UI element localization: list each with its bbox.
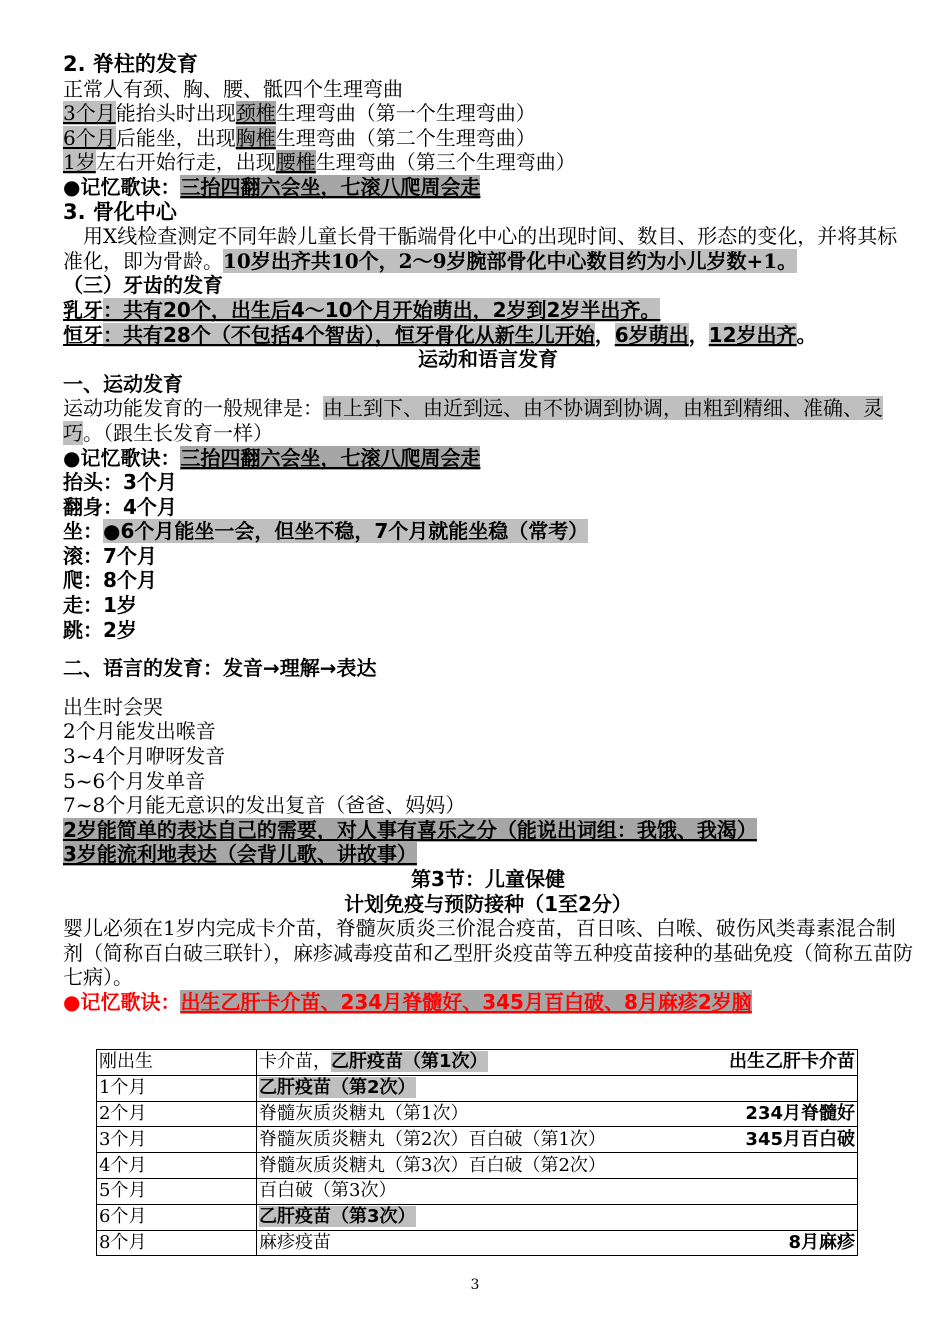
table-row xyxy=(97,1101,858,1127)
mnemonic-note: 出生乙肝卡介苗 xyxy=(729,1051,855,1073)
motor-language-title: 运动和语言发育 xyxy=(418,347,558,372)
spine-line-3: 1岁左右开始行走，出现腰椎生理弯曲（第三个生理弯曲） xyxy=(63,150,576,175)
section3-title: 第3节：儿童保健 xyxy=(411,867,565,891)
motor-heading: 一、运动发育 xyxy=(63,371,183,396)
vaccine-text: 脊髓灰质炎糖丸（第2次）百白破（第1次） xyxy=(259,1128,606,1150)
mnemonic-note: 345月百白破 xyxy=(745,1128,855,1150)
language-item: 3~4个月咿呀发音 xyxy=(63,744,226,769)
vaccine-cell xyxy=(257,1101,858,1127)
mnemonic-note: 234月脊髓好 xyxy=(745,1102,855,1124)
language-highlight-2: 3岁能流利地表达（会背儿歌、讲故事） xyxy=(63,842,417,867)
table-row xyxy=(97,1127,858,1153)
vaccination-schedule-table xyxy=(96,1049,858,1256)
age-cell: 5个月 xyxy=(97,1178,257,1204)
vaccine-cell xyxy=(257,1050,858,1076)
milestone-turn: 翻身：4个月 xyxy=(63,494,177,519)
spine-line-1: 3个月能抬头时出现颈椎生理弯曲（第一个生理弯曲） xyxy=(63,101,536,126)
milestone-head: 抬头：3个月 xyxy=(63,470,177,495)
vaccine-cell xyxy=(257,1230,858,1256)
age-cell: 4个月 xyxy=(97,1153,257,1179)
language-item: 出生时会哭 xyxy=(63,694,163,719)
page-content xyxy=(63,52,913,1015)
vaccine-cell xyxy=(257,1178,858,1204)
vaccine-highlight: 乙肝疫苗（第2次） xyxy=(259,1077,416,1099)
spine-intro: 正常人有颈、胸、腰、骶四个生理弯曲 xyxy=(63,76,403,101)
table-row xyxy=(97,1230,858,1256)
age-cell: 6个月 xyxy=(97,1204,257,1230)
immunization-mnemonic: ●记忆歌诀：出生乙肝卡介苗、234月脊髓好、345月百白破、8月麻疹2岁脑 xyxy=(63,989,752,1014)
table-row xyxy=(97,1050,858,1076)
vaccine-cell xyxy=(257,1153,858,1179)
ossification-heading: 3. 骨化中心 xyxy=(63,199,177,224)
milk-teeth-line: 乳牙：共有20个，出生后4～10个月开始萌出，2岁到2岁半出齐。 xyxy=(63,297,661,322)
table-row xyxy=(97,1178,858,1204)
age-cell: 1个月 xyxy=(97,1075,257,1101)
vaccine-highlight: 乙肝疫苗（第1次） xyxy=(331,1051,488,1073)
vaccine-text: 麻疹疫苗 xyxy=(259,1231,331,1253)
section3-subtitle: 计划免疫与预防接种（1至2分） xyxy=(344,891,632,916)
spine-line-2: 6个月后能坐，出现胸椎生理弯曲（第二个生理弯曲） xyxy=(63,125,536,150)
age-cell: 2个月 xyxy=(97,1101,257,1127)
milestone-jump: 跳：2岁 xyxy=(63,617,137,642)
mnemonic-note: 8月麻疹 xyxy=(788,1231,855,1253)
vaccine-cell xyxy=(257,1075,858,1101)
milestone-crawl: 爬：8个月 xyxy=(63,568,157,593)
language-item: 5~6个月发单音 xyxy=(63,768,206,793)
vaccine-cell xyxy=(257,1204,858,1230)
spine-heading: 2. 脊柱的发育 xyxy=(63,52,198,76)
language-item: 2个月能发出喉音 xyxy=(63,719,216,744)
milestone-walk: 走：1岁 xyxy=(63,593,137,618)
milestone-roll: 滚：7个月 xyxy=(63,543,157,568)
motor-rule: 运动功能发育的一般规律是：由上到下、由近到远、由不协调到协调，由粗到精细、准确、灵巧。（跟生长发育一样） xyxy=(63,396,883,445)
immunization-paragraph: 婴儿必须在1岁内完成卡介苗，脊髓灰质炎三价混合疫苗，百日咳、白喉、破伤风类毒素混合制剂（简称百白破三联针），麻疹减毒疫苗和乙型肝炎疫苗等五种疫苗接种的基础免疫（简称五苗防七病）。 xyxy=(63,916,913,990)
table-row xyxy=(97,1075,858,1101)
vaccine-text: 百白破（第3次） xyxy=(259,1180,397,1202)
permanent-teeth-line: 恒牙：共有28个（不包括4个智齿），恒牙骨化从新生儿开始，6岁萌出，12岁出齐。 xyxy=(63,322,817,347)
vaccine-text: 脊髓灰质炎糖丸（第3次）百白破（第2次） xyxy=(259,1154,606,1176)
motor-mnemonic: ●记忆歌诀：三抬四翻六会坐，七滚八爬周会走 xyxy=(63,445,481,470)
age-cell: 3个月 xyxy=(97,1127,257,1153)
page-number: 3 xyxy=(470,1277,480,1293)
vaccine-text: 脊髓灰质炎糖丸（第1次） xyxy=(259,1102,469,1124)
language-highlight-1: 2岁能简单的表达自己的需要，对人事有喜乐之分（能说出词组：我饿、我渴） xyxy=(63,817,757,842)
table-row xyxy=(97,1204,858,1230)
age-cell: 刚出生 xyxy=(97,1050,257,1076)
spine-mnemonic: ●记忆歌诀：三抬四翻六会坐，七滚八爬周会走 xyxy=(63,174,481,199)
milestone-sit: 坐：●6个月能坐一会，但坐不稳，7个月就能坐稳（常考） xyxy=(63,519,589,544)
ossification-paragraph: 用X线检查测定不同年龄儿童长骨干骺端骨化中心的出现时间、数目、形态的变化，并将其标准化，即为骨龄。10岁出齐共10个，2～9岁腕部骨化中心数目约为小儿岁数+1。 xyxy=(63,224,898,273)
vaccine-text: 卡介苗， xyxy=(259,1051,331,1073)
vaccine-highlight: 乙肝疫苗（第3次） xyxy=(259,1206,416,1228)
language-heading: 二、语言的发育：发音→理解→表达 xyxy=(63,656,377,681)
language-item: 7~8个月能无意识的发出复音（爸爸、妈妈） xyxy=(63,793,466,818)
table-row xyxy=(97,1153,858,1179)
teeth-heading: （三）牙齿的发育 xyxy=(63,273,223,298)
vaccine-cell xyxy=(257,1127,858,1153)
age-cell: 8个月 xyxy=(97,1230,257,1256)
